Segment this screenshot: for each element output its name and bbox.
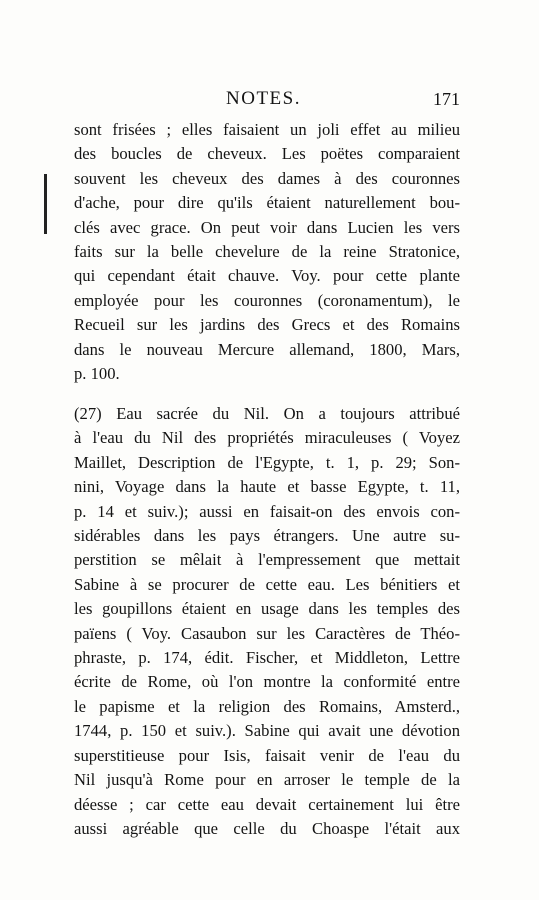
margin-mark — [44, 174, 47, 234]
text-line: Sabine à se procurer de cette eau. Les bénitiers et — [74, 574, 460, 594]
text-line: employée pour les couronnes (coronamentum), le — [74, 290, 460, 310]
text-line: 1744, p. 150 et suiv.). Sabine qui avait une dévotion — [74, 721, 460, 741]
text-line: d'ache, pour dire qu'ils étaient naturellement bou- — [74, 193, 460, 213]
text-line: sont frisées ; elles faisaient un joli effet au milieu — [74, 120, 460, 139]
text-line: sidérables dans les pays étrangers. Une autre su- — [74, 526, 460, 546]
text-line: Maillet, Description de l'Egypte, t. 1, p. 29; Son- — [74, 452, 460, 472]
note-27-paragraph — [74, 402, 460, 841]
running-head — [74, 88, 460, 114]
text-line: p. 100. — [74, 364, 120, 384]
text-line: les goupillons étaient en usage dans les temples des — [74, 599, 460, 619]
text-line: des boucles de cheveux. Les poëtes comparaient — [74, 144, 460, 164]
text-line: perstition se mêlait à l'empressement que mettait — [74, 550, 460, 570]
running-title: NOTES. — [226, 88, 301, 109]
text-line: superstitieuse pour Isis, faisait venir de l'eau du — [74, 745, 460, 765]
text-line: phraste, p. 174, édit. Fischer, et Middleton, Lettre — [74, 648, 460, 668]
text-line: païens ( Voy. Casaubon sur les Caractères de Théo- — [74, 623, 460, 643]
text-line: souvent les cheveux des dames à des couronnes — [74, 168, 460, 188]
text-line: qui cependant était chauve. Voy. pour cette plante — [74, 266, 460, 286]
text-line: écrite de Rome, où l'on montre la conformité entre — [74, 672, 460, 692]
text-line: nini, Voyage dans la haute et basse Egypte, t. 11, — [74, 477, 460, 497]
text-line: clés avec grace. On peut voir dans Lucien les vers — [74, 217, 460, 237]
text-line: à l'eau du Nil des propriétés miraculeuses ( Voyez — [74, 428, 460, 448]
text-line: p. 14 et suiv.); aussi en faisait-on des envois con- — [74, 501, 460, 521]
text-line: (27) Eau sacrée du Nil. On a toujours attribué — [74, 404, 460, 423]
text-line: aussi agréable que celle du Choaspe l'était aux — [74, 818, 460, 838]
text-line: faits sur la belle chevelure de la reine Stratonice, — [74, 242, 460, 262]
text-line: Recueil sur les jardins des Grecs et des Romains — [74, 315, 460, 335]
text-line: le papisme et la religion des Romains, Amsterd., — [74, 696, 460, 716]
text-line: déesse ; car cette eau devait certainement lui être — [74, 794, 460, 814]
text-line: dans le nouveau Mercure allemand, 1800, Mars, — [74, 339, 460, 359]
text-line: Nil jusqu'à Rome pour en arroser le temple de la — [74, 770, 460, 790]
page-number: 171 — [433, 89, 460, 109]
note-paragraph-continued — [74, 118, 460, 386]
